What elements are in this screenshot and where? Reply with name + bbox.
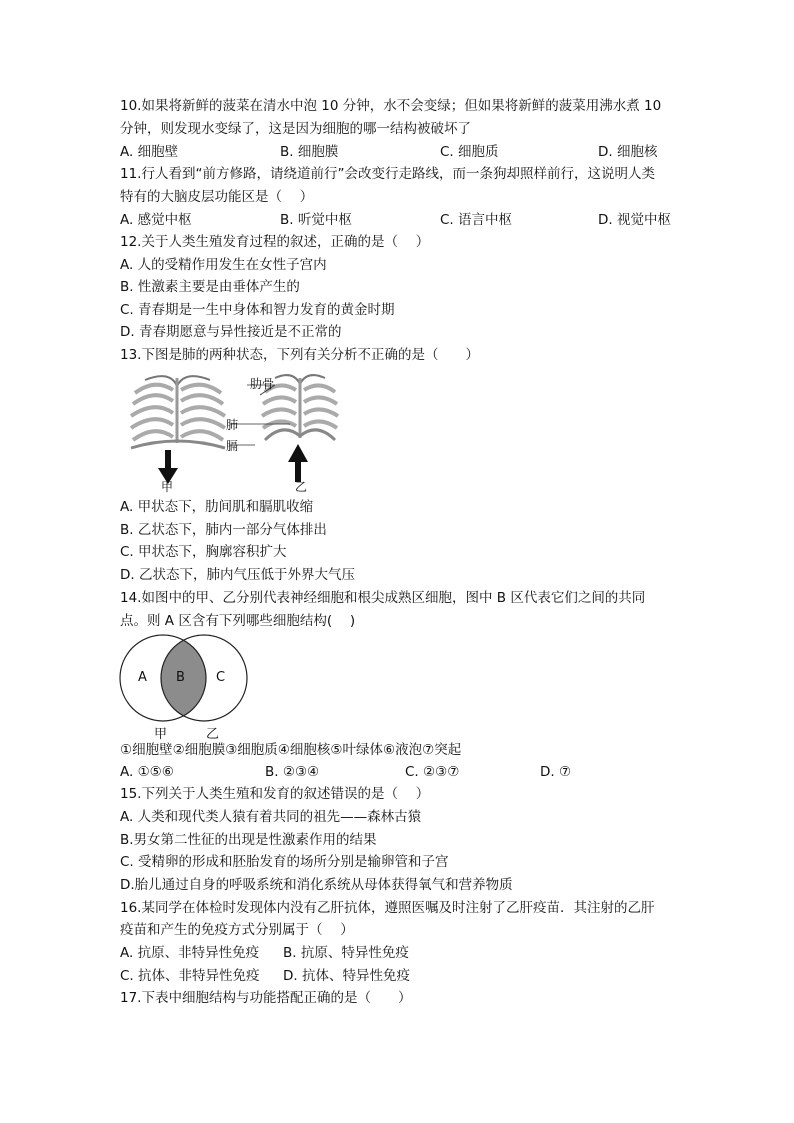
q12-option-d: D. 青春期愿意与异性接近是不正常的 xyxy=(120,324,342,340)
q17-stem: 17.下表中细胞结构与功能搭配正确的是（ ） xyxy=(120,990,412,1006)
q10-stem-line2: 分钟，则发现水变绿了，这是因为细胞的哪一结构被破坏了 xyxy=(120,121,471,137)
q13-option-b: B. 乙状态下，肺内一部分气体排出 xyxy=(120,522,327,538)
label-lung: 肺 xyxy=(226,418,239,432)
venn-label-c: C xyxy=(216,670,226,685)
q14-option-c: C. ②③⑦ xyxy=(405,764,460,780)
q15-option-a: A. 人类和现代类人猿有着共同的祖先——森林古猿 xyxy=(120,809,422,825)
q10-option-b: B. 细胞膜 xyxy=(280,144,339,160)
q14-structures-list: ①细胞壁②细胞膜③细胞质④细胞核⑤叶绿体⑥液泡⑦突起 xyxy=(120,742,462,758)
q11-stem-line1: 11.行人看到“前方修路，请绕道前行”会改变行走路线，而一条狗却照样前行，这说明人类 xyxy=(120,166,655,182)
q16-stem-line2: 疫苗和产生的免疫方式分别属于（ ） xyxy=(120,922,354,938)
q15-option-c: C. 受精卵的形成和胚胎发育的场所分别是输卵管和子宫 xyxy=(120,854,449,870)
q10-option-c: C. 细胞质 xyxy=(440,144,499,160)
q11-stem-line2: 特有的大脑皮层功能区是（ ） xyxy=(120,189,314,205)
q11-option-c: C. 语言中枢 xyxy=(440,212,513,228)
label-diaphragm: 膈 xyxy=(226,439,239,453)
q12-option-c: C. 青春期是一生中身体和智力发育的黄金时期 xyxy=(120,302,395,318)
q15-option-b: B.男女第二性征的出现是性激素作用的结果 xyxy=(120,832,377,848)
q15-stem: 15.下列关于人类生殖和发育的叙述错误的是（ ） xyxy=(120,786,430,802)
q11-option-a: A. 感觉中枢 xyxy=(120,212,192,228)
label-rib: 肋骨 xyxy=(250,377,275,391)
q16-option-d: D. 抗体、特异性免疫 xyxy=(283,968,410,984)
q14-stem-line2: 点。则 A 区含有下列哪些细胞结构( ) xyxy=(120,613,356,629)
q10-option-d: D. 细胞核 xyxy=(598,144,658,160)
q16-option-a: A. 抗原、非特异性免疫 xyxy=(120,945,260,961)
q13-option-d: D. 乙状态下，肺内气压低于外界大气压 xyxy=(120,567,355,583)
venn-label-a: A xyxy=(138,670,147,685)
q13-option-c: C. 甲状态下，胸廓容积扩大 xyxy=(120,544,287,560)
q13-option-a: A. 甲状态下，肋间肌和膈肌收缩 xyxy=(120,499,314,515)
q16-stem-line1: 16.某同学在体检时发现体内没有乙肝抗体，遵照医嘱及时注射了乙肝疫苗．其注射的乙肝 xyxy=(120,900,655,916)
venn-label-b: B xyxy=(176,670,185,685)
q12-option-a: A. 人的受精作用发生在女性子宫内 xyxy=(120,257,327,273)
q12-option-b: B. 性激素主要是由垂体产生的 xyxy=(120,279,300,295)
q10-stem-line1: 10.如果将新鲜的菠菜在清水中泡 10 分钟，水不会变绿；但如果将新鲜的菠菜用沸水煮 10 xyxy=(120,98,662,114)
q14-stem-line1: 14.如图中的甲、乙分别代表神经细胞和根尖成熟区细胞，图中 B 区代表它们之间的共同 xyxy=(120,590,646,606)
q16-option-b: B. 抗原、特异性免疫 xyxy=(283,945,409,961)
venn-label-yi: 乙 xyxy=(206,727,220,742)
q14-option-d: D. ⑦ xyxy=(540,764,572,780)
q11-option-b: B. 听觉中枢 xyxy=(280,212,352,228)
q11-option-d: D. 视觉中枢 xyxy=(598,212,671,228)
q14-option-b: B. ②③④ xyxy=(265,764,320,780)
q10-option-a: A. 细胞壁 xyxy=(120,144,179,160)
label-yi: 乙 xyxy=(295,480,308,494)
q13-stem: 13.下图是肺的两种状态，下列有关分析不正确的是（ ） xyxy=(120,347,479,363)
q12-stem: 12.关于人类生殖发育过程的叙述，正确的是（ ） xyxy=(120,234,430,250)
q15-option-d: D.胎儿通过自身的呼吸系统和消化系统从母体获得氧气和营养物质 xyxy=(120,877,513,893)
up-arrow-icon xyxy=(288,444,308,482)
venn-label-jia: 甲 xyxy=(154,727,168,742)
label-jia: 甲 xyxy=(161,480,174,494)
q16-option-c: C. 抗体、非特异性免疫 xyxy=(120,968,260,984)
q14-option-a: A. ①⑤⑥ xyxy=(120,764,174,780)
thorax-left-diagram xyxy=(131,376,225,448)
label-leader-lines xyxy=(229,385,290,445)
